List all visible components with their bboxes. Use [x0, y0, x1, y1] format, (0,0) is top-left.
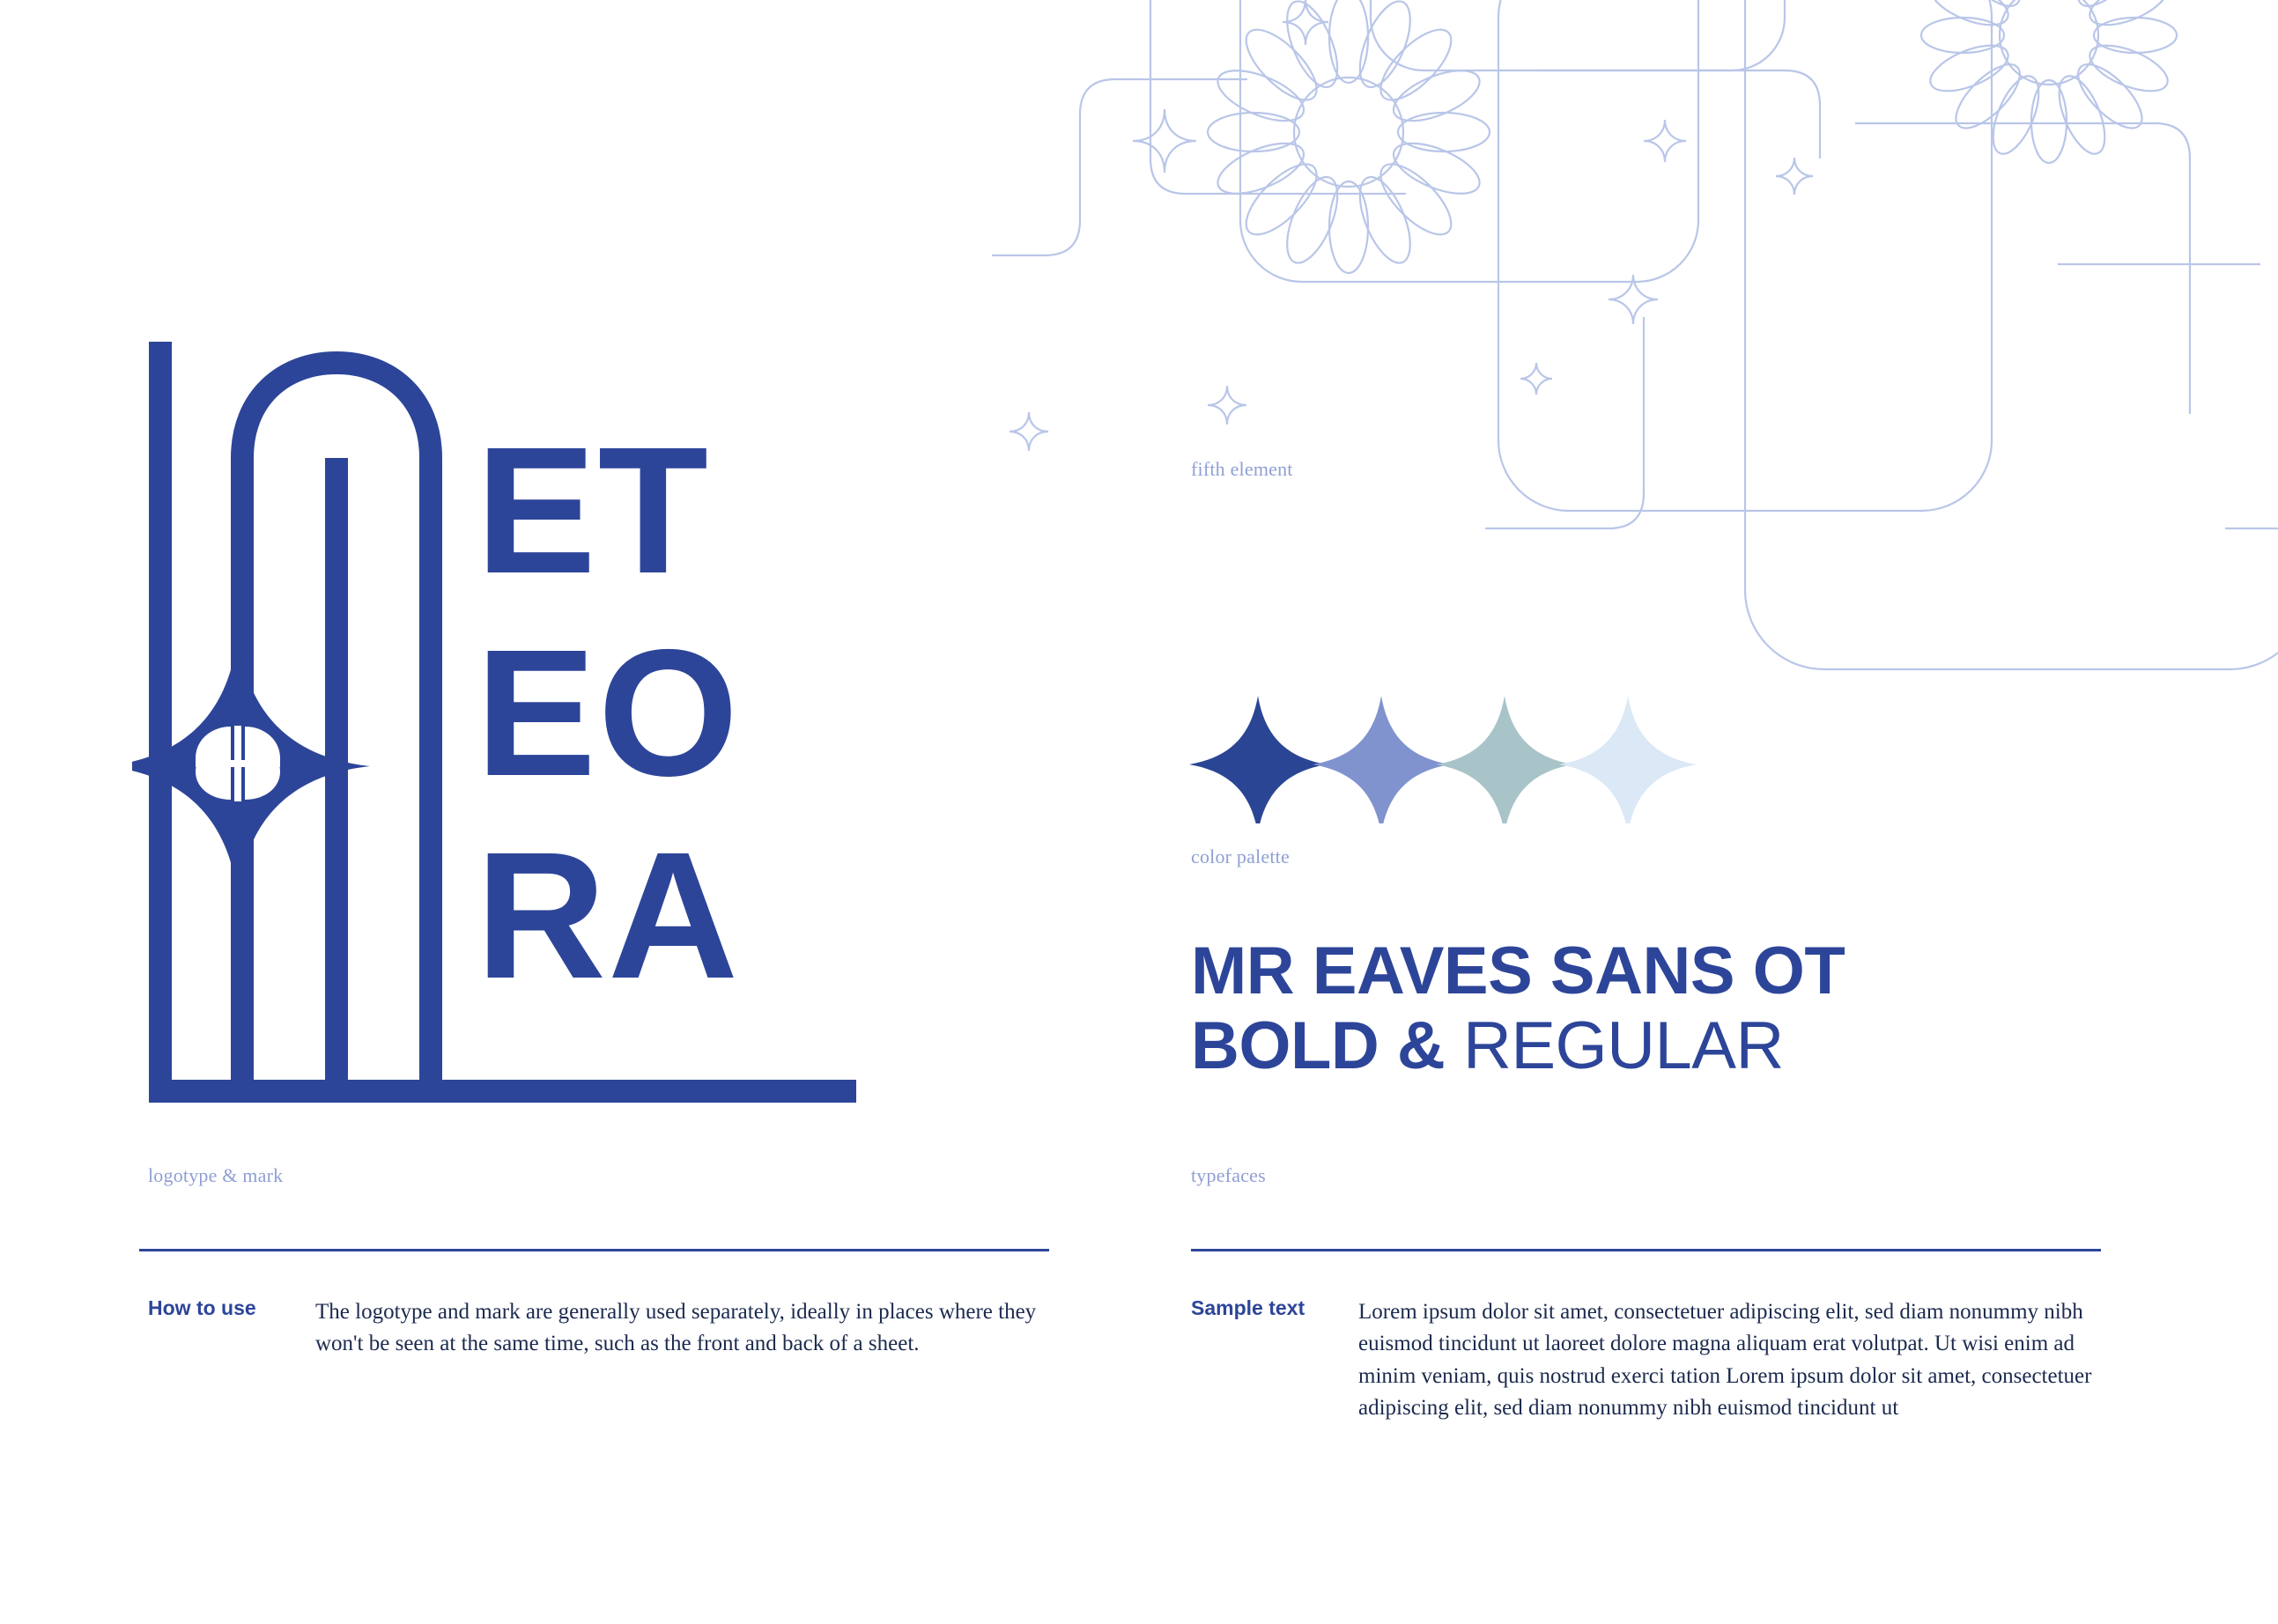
how-to-use-text: The logotype and mark are generally used separately, ideally in places where they won't be seen at the same time, such as the front and back of a sheet. [315, 1300, 1037, 1356]
caption-typefaces: typefaces [1191, 1164, 1266, 1186]
palette-swatch-2 [1313, 696, 1450, 823]
typeface-line-2 [1191, 1008, 2081, 1083]
color-palette-swatches [1189, 696, 1735, 823]
decorative-background-art [992, 0, 2278, 1057]
logotype-and-mark [132, 317, 978, 1127]
caption-fifth-element: fifth element [1191, 458, 1293, 480]
typeface-specimen [1191, 934, 2081, 1083]
how-to-use-label: How to use [148, 1296, 256, 1319]
sparkle-outline-group [1010, 0, 1813, 451]
sample-text-label: Sample text [1191, 1296, 1305, 1319]
divider-left [139, 1249, 1049, 1251]
caption-color-palette: color palette [1191, 845, 1290, 867]
palette-swatch-3 [1436, 696, 1573, 823]
typeface-line-2-regular: REGULAR [1462, 1008, 1784, 1084]
svg-text:RA: RA [476, 815, 741, 1016]
caption-logotype: logotype & mark [148, 1164, 284, 1186]
how-to-use-block [148, 1296, 1064, 1455]
divider-right [1191, 1249, 2101, 1251]
sample-text-body: Lorem ipsum dolor sit amet, consectetuer adipiscing elit, sed diam nonummy nibh euismod tincidunt ut laoreet dolore magna aliquam erat volutpat. Ut wisi enim ad minim veniam, quis nostrud exerci tation Lorem ipsum dolor sit amet, consectetuer adipiscing elit, sed diam nonummy nibh euismod tincidunt ut [1358, 1300, 2092, 1420]
svg-text:EO: EO [476, 612, 741, 814]
typeface-line-2-bold: BOLD & [1191, 1008, 1446, 1084]
sample-text-block [1191, 1296, 2107, 1481]
palette-swatch-1 [1189, 696, 1327, 823]
typeface-line-1: MR EAVES SANS OT [1191, 934, 1845, 1008]
svg-text:ET: ET [476, 410, 710, 611]
palette-swatch-4 [1559, 696, 1697, 823]
